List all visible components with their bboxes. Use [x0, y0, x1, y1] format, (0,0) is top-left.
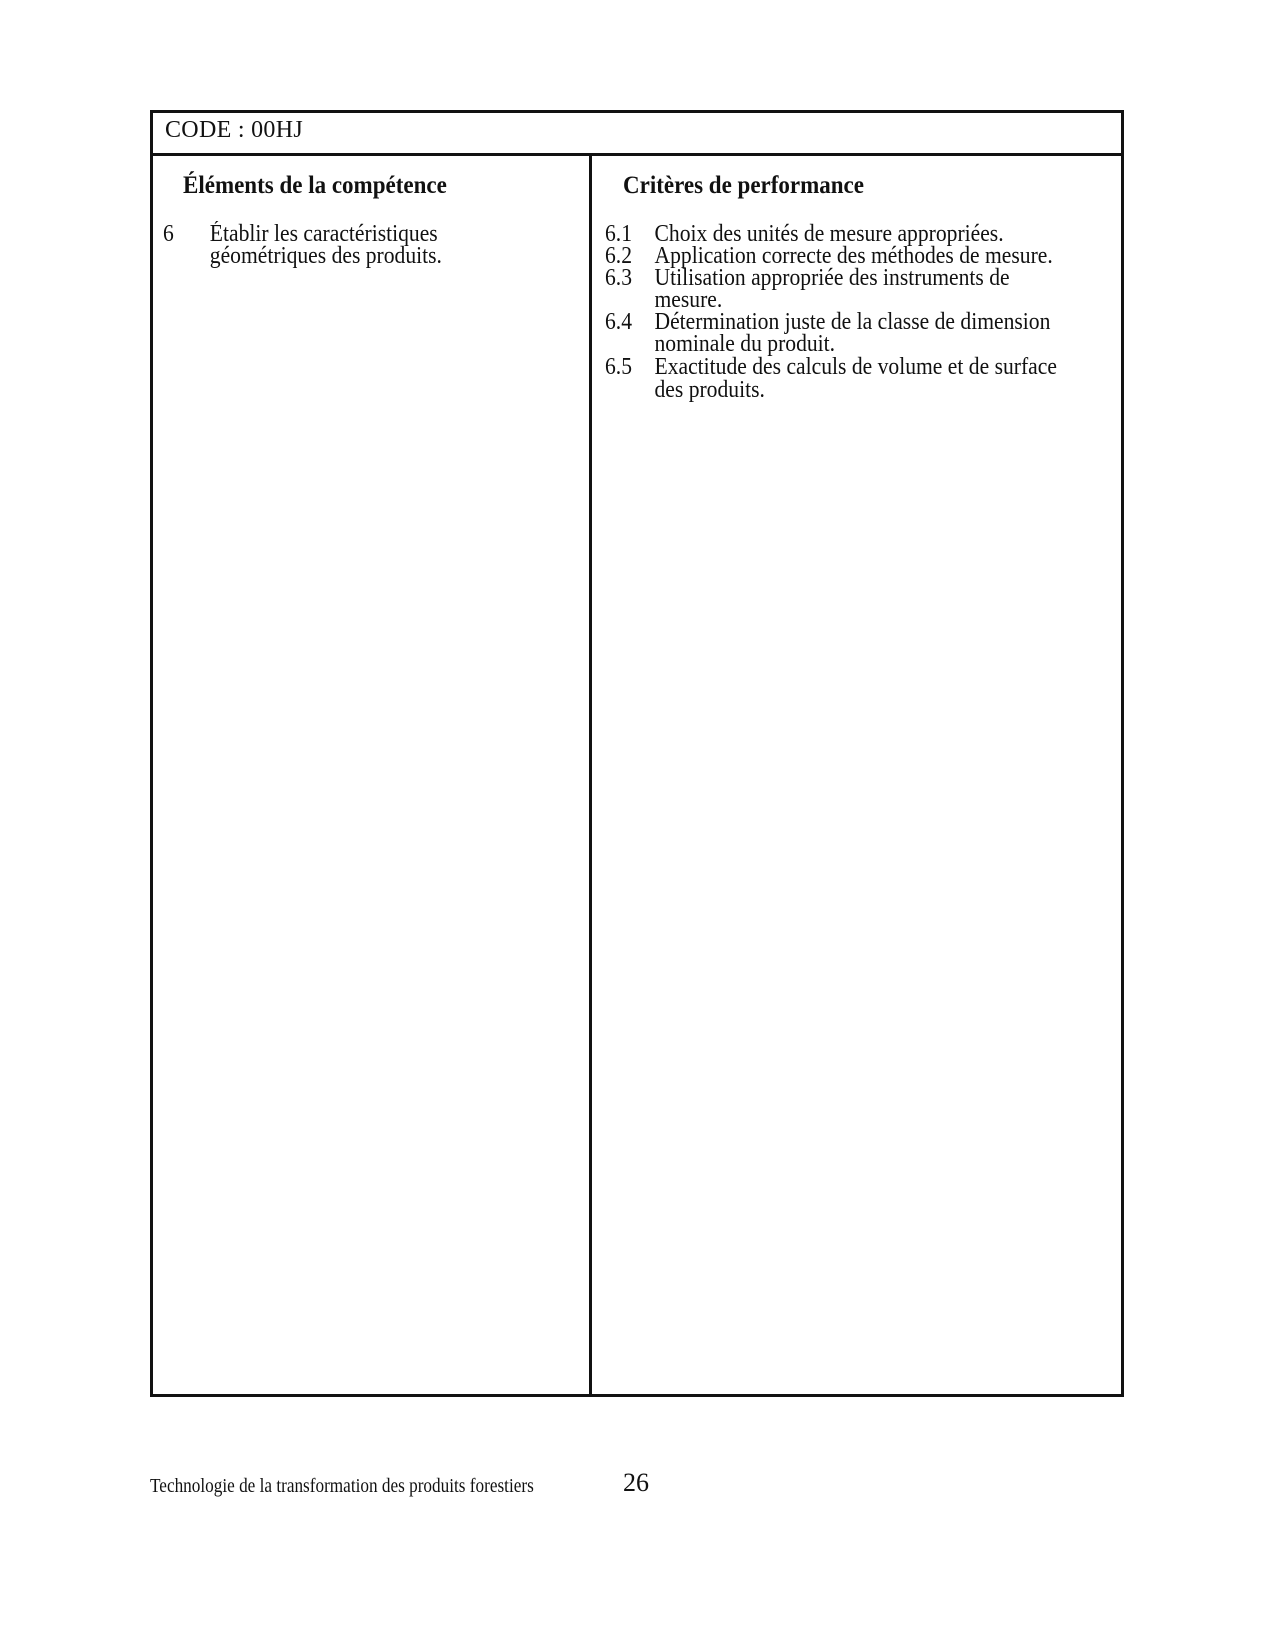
element-text-line-1: Établir les caractéristiques: [209, 221, 438, 247]
page-number: 26: [623, 1468, 649, 1497]
criterion-text-line: Application correcte des méthodes de mesure.: [654, 243, 1053, 269]
criterion-text-line: mesure.: [654, 287, 723, 313]
criterion-number: 6.1: [605, 221, 632, 247]
criterion-number: 6.2: [605, 243, 632, 269]
code-header: [153, 113, 1121, 156]
criterion-text-line: Exactitude des calculs de volume et de surface: [654, 354, 1057, 380]
criteria-heading: Critères de performance: [623, 172, 864, 199]
code-label: CODE : 00HJ: [165, 117, 303, 143]
element-text-line-2: géométriques des produits.: [209, 243, 442, 269]
criterion-text-line: Choix des unités de mesure appropriées.: [654, 221, 1004, 247]
column-divider: [589, 153, 592, 1394]
criterion-text-line: Détermination juste de la classe de dimension: [654, 309, 1051, 335]
criterion-number: 6.5: [605, 354, 632, 380]
criterion-text-line: Utilisation appropriée des instruments de: [654, 265, 1010, 291]
elements-heading: Éléments de la compétence: [183, 172, 447, 199]
element-number: 6: [163, 221, 174, 247]
criterion-number: 6.3: [605, 265, 632, 291]
criterion-text-line: des produits.: [654, 377, 765, 403]
criterion-text-line: nominale du produit.: [654, 331, 836, 357]
footer-program-title: Technologie de la transformation des produits forestiers: [150, 1475, 534, 1497]
competence-table: [150, 110, 1124, 1397]
criterion-number: 6.4: [605, 309, 632, 335]
